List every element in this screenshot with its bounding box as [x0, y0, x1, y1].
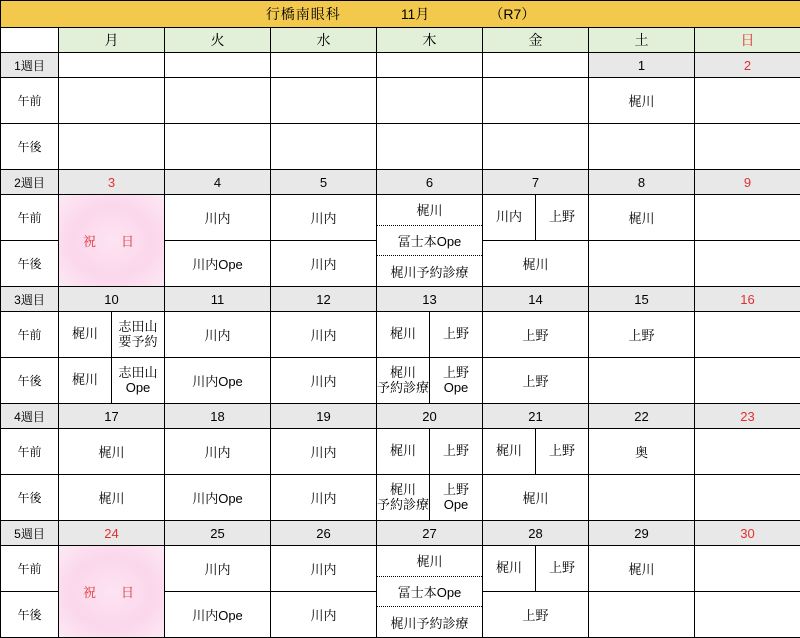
w2-wed-date: 5	[271, 170, 377, 195]
w4-wed-pm: 川内	[271, 475, 377, 521]
w1-thu-am	[377, 78, 483, 124]
w1-fri-pm	[483, 124, 589, 170]
week3-pm-row	[1, 358, 800, 404]
w1-sat-pm	[589, 124, 695, 170]
w3-thu-am-1: 梶川	[377, 312, 429, 357]
w5-fri-date: 28	[483, 521, 589, 546]
w3-sun-date: 16	[695, 287, 800, 312]
week2-am-row	[1, 195, 800, 241]
w1-sat-date: 1	[589, 53, 695, 78]
weekday-mon: 月	[59, 28, 165, 53]
w4-thu-am-2: 上野	[429, 429, 482, 474]
w1-tue-date	[165, 53, 271, 78]
w2-sun-am	[695, 195, 800, 241]
w5-thu-item3: 梶川予約診療	[377, 606, 482, 637]
w4-mon-am: 梶川	[59, 429, 165, 475]
w5-sat-am: 梶川	[589, 546, 695, 592]
w3-wed-pm: 川内	[271, 358, 377, 404]
w2-wed-am: 川内	[271, 195, 377, 241]
w2-fri-date: 7	[483, 170, 589, 195]
week5-am-row	[1, 546, 800, 592]
w2-fri-am-2: 上野	[535, 195, 588, 240]
w5-pm-label: 午後	[1, 592, 59, 638]
w4-sun-pm	[695, 475, 800, 521]
w2-fri-pm: 梶川	[483, 241, 589, 287]
w5-sun-date: 30	[695, 521, 800, 546]
w1-am-label: 午前	[1, 78, 59, 124]
w1-tue-am	[165, 78, 271, 124]
w4-am-label: 午前	[1, 429, 59, 475]
w3-wed-date: 12	[271, 287, 377, 312]
w2-sun-pm	[695, 241, 800, 287]
w4-sun-date: 23	[695, 404, 800, 429]
w2-thu-item1: 梶川	[377, 195, 482, 225]
w2-mon-date: 3	[59, 170, 165, 195]
w2-tue-date: 4	[165, 170, 271, 195]
w3-am-label: 午前	[1, 312, 59, 358]
w1-fri-am	[483, 78, 589, 124]
w4-thu-pm-1	[377, 475, 429, 520]
w3-thu-pm-1b: 予約診療	[377, 381, 429, 396]
w2-tue-am: 川内	[165, 195, 271, 241]
w3-thu-pm-2	[429, 358, 482, 403]
w4-thu-am-1: 梶川	[377, 429, 429, 474]
w3-sun-am	[695, 312, 800, 358]
w3-mon-date: 10	[59, 287, 165, 312]
week2-date-row	[1, 170, 800, 195]
week1-date-row	[1, 53, 800, 78]
w5-tue-am: 川内	[165, 546, 271, 592]
w3-fri-pm: 上野	[483, 358, 589, 404]
w3-thu-am-2: 上野	[429, 312, 482, 357]
weekday-sat: 土	[589, 28, 695, 53]
title-cell	[1, 1, 800, 28]
w5-fri-pm: 上野	[483, 592, 589, 638]
week4-label: 4週目	[1, 404, 59, 429]
w3-sat-date: 15	[589, 287, 695, 312]
week3-am-row	[1, 312, 800, 358]
w5-thu-date: 27	[377, 521, 483, 546]
w3-thu-pm-1a: 梶川	[377, 366, 429, 381]
month-label: 11月	[401, 4, 430, 24]
w3-pm-label: 午後	[1, 358, 59, 404]
w5-thu-all	[377, 546, 483, 638]
w5-fri-am	[483, 546, 589, 592]
w2-thu-date: 6	[377, 170, 483, 195]
w2-am-label: 午前	[1, 195, 59, 241]
w1-sun-date: 2	[695, 53, 800, 78]
w5-tue-pm: 川内Ope	[165, 592, 271, 638]
w1-thu-date	[377, 53, 483, 78]
w2-sat-pm	[589, 241, 695, 287]
w1-thu-pm	[377, 124, 483, 170]
w3-fri-am: 上野	[483, 312, 589, 358]
w4-thu-am	[377, 429, 483, 475]
w4-sat-date: 22	[589, 404, 695, 429]
w4-thu-pm-1a: 梶川	[377, 483, 429, 498]
week3-label: 3週目	[1, 287, 59, 312]
w1-fri-date	[483, 53, 589, 78]
w4-fri-am-2: 上野	[535, 429, 588, 474]
title-bar	[1, 1, 800, 28]
w5-sun-am	[695, 546, 800, 592]
w2-thu-item3: 梶川予約診療	[377, 255, 482, 286]
w4-mon-pm: 梶川	[59, 475, 165, 521]
week4-date-row	[1, 404, 800, 429]
w3-wed-am: 川内	[271, 312, 377, 358]
w1-wed-am	[271, 78, 377, 124]
w5-fri-am-2: 上野	[535, 546, 588, 591]
w2-fri-am	[483, 195, 589, 241]
week5-date-row	[1, 521, 800, 546]
w3-sat-am: 上野	[589, 312, 695, 358]
w5-mon-holiday: 祝 日	[59, 546, 165, 638]
w4-thu-pm-2b: Ope	[443, 498, 469, 513]
w2-sat-am: 梶川	[589, 195, 695, 241]
week3-date-row	[1, 287, 800, 312]
w3-fri-date: 14	[483, 287, 589, 312]
w4-fri-am-1: 梶川	[483, 429, 535, 474]
w2-fri-am-1: 川内	[483, 195, 535, 240]
w3-mon-am-1: 梶川	[59, 312, 111, 357]
w2-mon-holiday: 祝 日	[59, 195, 165, 287]
w3-mon-pm	[59, 358, 165, 404]
year-label: （R7）	[489, 4, 535, 24]
w4-thu-pm-2a: 上野	[443, 483, 469, 498]
w1-sun-pm	[695, 124, 800, 170]
weekday-fri: 金	[483, 28, 589, 53]
w5-sat-pm	[589, 592, 695, 638]
w3-thu-pm-2b: Ope	[443, 381, 469, 396]
w2-tue-pm: 川内Ope	[165, 241, 271, 287]
w3-thu-pm	[377, 358, 483, 404]
w3-mon-am-2	[111, 312, 164, 357]
w5-sat-date: 29	[589, 521, 695, 546]
w4-thu-pm-2	[429, 475, 482, 520]
w3-thu-am	[377, 312, 483, 358]
w5-wed-am: 川内	[271, 546, 377, 592]
w2-pm-label: 午後	[1, 241, 59, 287]
week1-label: 1週目	[1, 53, 59, 78]
w4-thu-date: 20	[377, 404, 483, 429]
w1-tue-pm	[165, 124, 271, 170]
w2-thu-item2: 冨士本Ope	[377, 225, 482, 256]
w3-tue-date: 11	[165, 287, 271, 312]
w4-wed-date: 19	[271, 404, 377, 429]
w1-wed-date	[271, 53, 377, 78]
w4-sun-am	[695, 429, 800, 475]
w2-thu-all	[377, 195, 483, 287]
w4-fri-am	[483, 429, 589, 475]
w3-mon-pm-1: 梶川	[59, 358, 111, 403]
week2-label: 2週目	[1, 170, 59, 195]
w3-sun-pm	[695, 358, 800, 404]
w3-mon-pm-2a: 志田山	[118, 366, 157, 381]
w3-thu-pm-1	[377, 358, 429, 403]
w2-sun-date: 9	[695, 170, 800, 195]
w5-thu-item1: 梶川	[377, 546, 482, 576]
w4-sat-am: 奥	[589, 429, 695, 475]
w4-wed-am: 川内	[271, 429, 377, 475]
w2-wed-pm: 川内	[271, 241, 377, 287]
w3-thu-date: 13	[377, 287, 483, 312]
w5-wed-pm: 川内	[271, 592, 377, 638]
week1-pm-row	[1, 124, 800, 170]
weekday-sun: 日	[695, 28, 800, 53]
w5-sun-pm	[695, 592, 800, 638]
w1-mon-pm	[59, 124, 165, 170]
weekday-tue: 火	[165, 28, 271, 53]
clinic-name: 行橋南眼科	[266, 4, 341, 24]
w5-thu-item2: 冨士本Ope	[377, 576, 482, 607]
weekday-header-row	[1, 28, 800, 53]
w3-tue-am: 川内	[165, 312, 271, 358]
w3-sat-pm	[589, 358, 695, 404]
weekday-wed: 水	[271, 28, 377, 53]
w2-sat-date: 8	[589, 170, 695, 195]
w3-mon-pm-2	[111, 358, 164, 403]
w3-mon-am-2b: 要予約	[118, 335, 157, 350]
w3-mon-am	[59, 312, 165, 358]
w3-mon-am-2a: 志田山	[118, 320, 157, 335]
w3-tue-pm: 川内Ope	[165, 358, 271, 404]
week4-am-row	[1, 429, 800, 475]
w4-tue-date: 18	[165, 404, 271, 429]
w4-thu-pm	[377, 475, 483, 521]
weekday-thu: 木	[377, 28, 483, 53]
week4-pm-row	[1, 475, 800, 521]
w1-sun-am	[695, 78, 800, 124]
week5-label: 5週目	[1, 521, 59, 546]
w3-thu-pm-2a: 上野	[443, 366, 469, 381]
w5-am-label: 午前	[1, 546, 59, 592]
w4-pm-label: 午後	[1, 475, 59, 521]
w1-mon-am	[59, 78, 165, 124]
w1-pm-label: 午後	[1, 124, 59, 170]
w4-tue-pm: 川内Ope	[165, 475, 271, 521]
w4-fri-date: 21	[483, 404, 589, 429]
w4-tue-am: 川内	[165, 429, 271, 475]
w5-mon-date: 24	[59, 521, 165, 546]
w5-tue-date: 25	[165, 521, 271, 546]
w1-mon-date	[59, 53, 165, 78]
w3-mon-pm-2b: Ope	[118, 381, 157, 396]
corner-cell	[1, 28, 59, 53]
w5-fri-am-1: 梶川	[483, 546, 535, 591]
w4-mon-date: 17	[59, 404, 165, 429]
w4-thu-pm-1b: 予約診療	[377, 498, 429, 513]
w4-fri-pm: 梶川	[483, 475, 589, 521]
w4-sat-pm	[589, 475, 695, 521]
w1-sat-am: 梶川	[589, 78, 695, 124]
w5-wed-date: 26	[271, 521, 377, 546]
w1-wed-pm	[271, 124, 377, 170]
week1-am-row	[1, 78, 800, 124]
